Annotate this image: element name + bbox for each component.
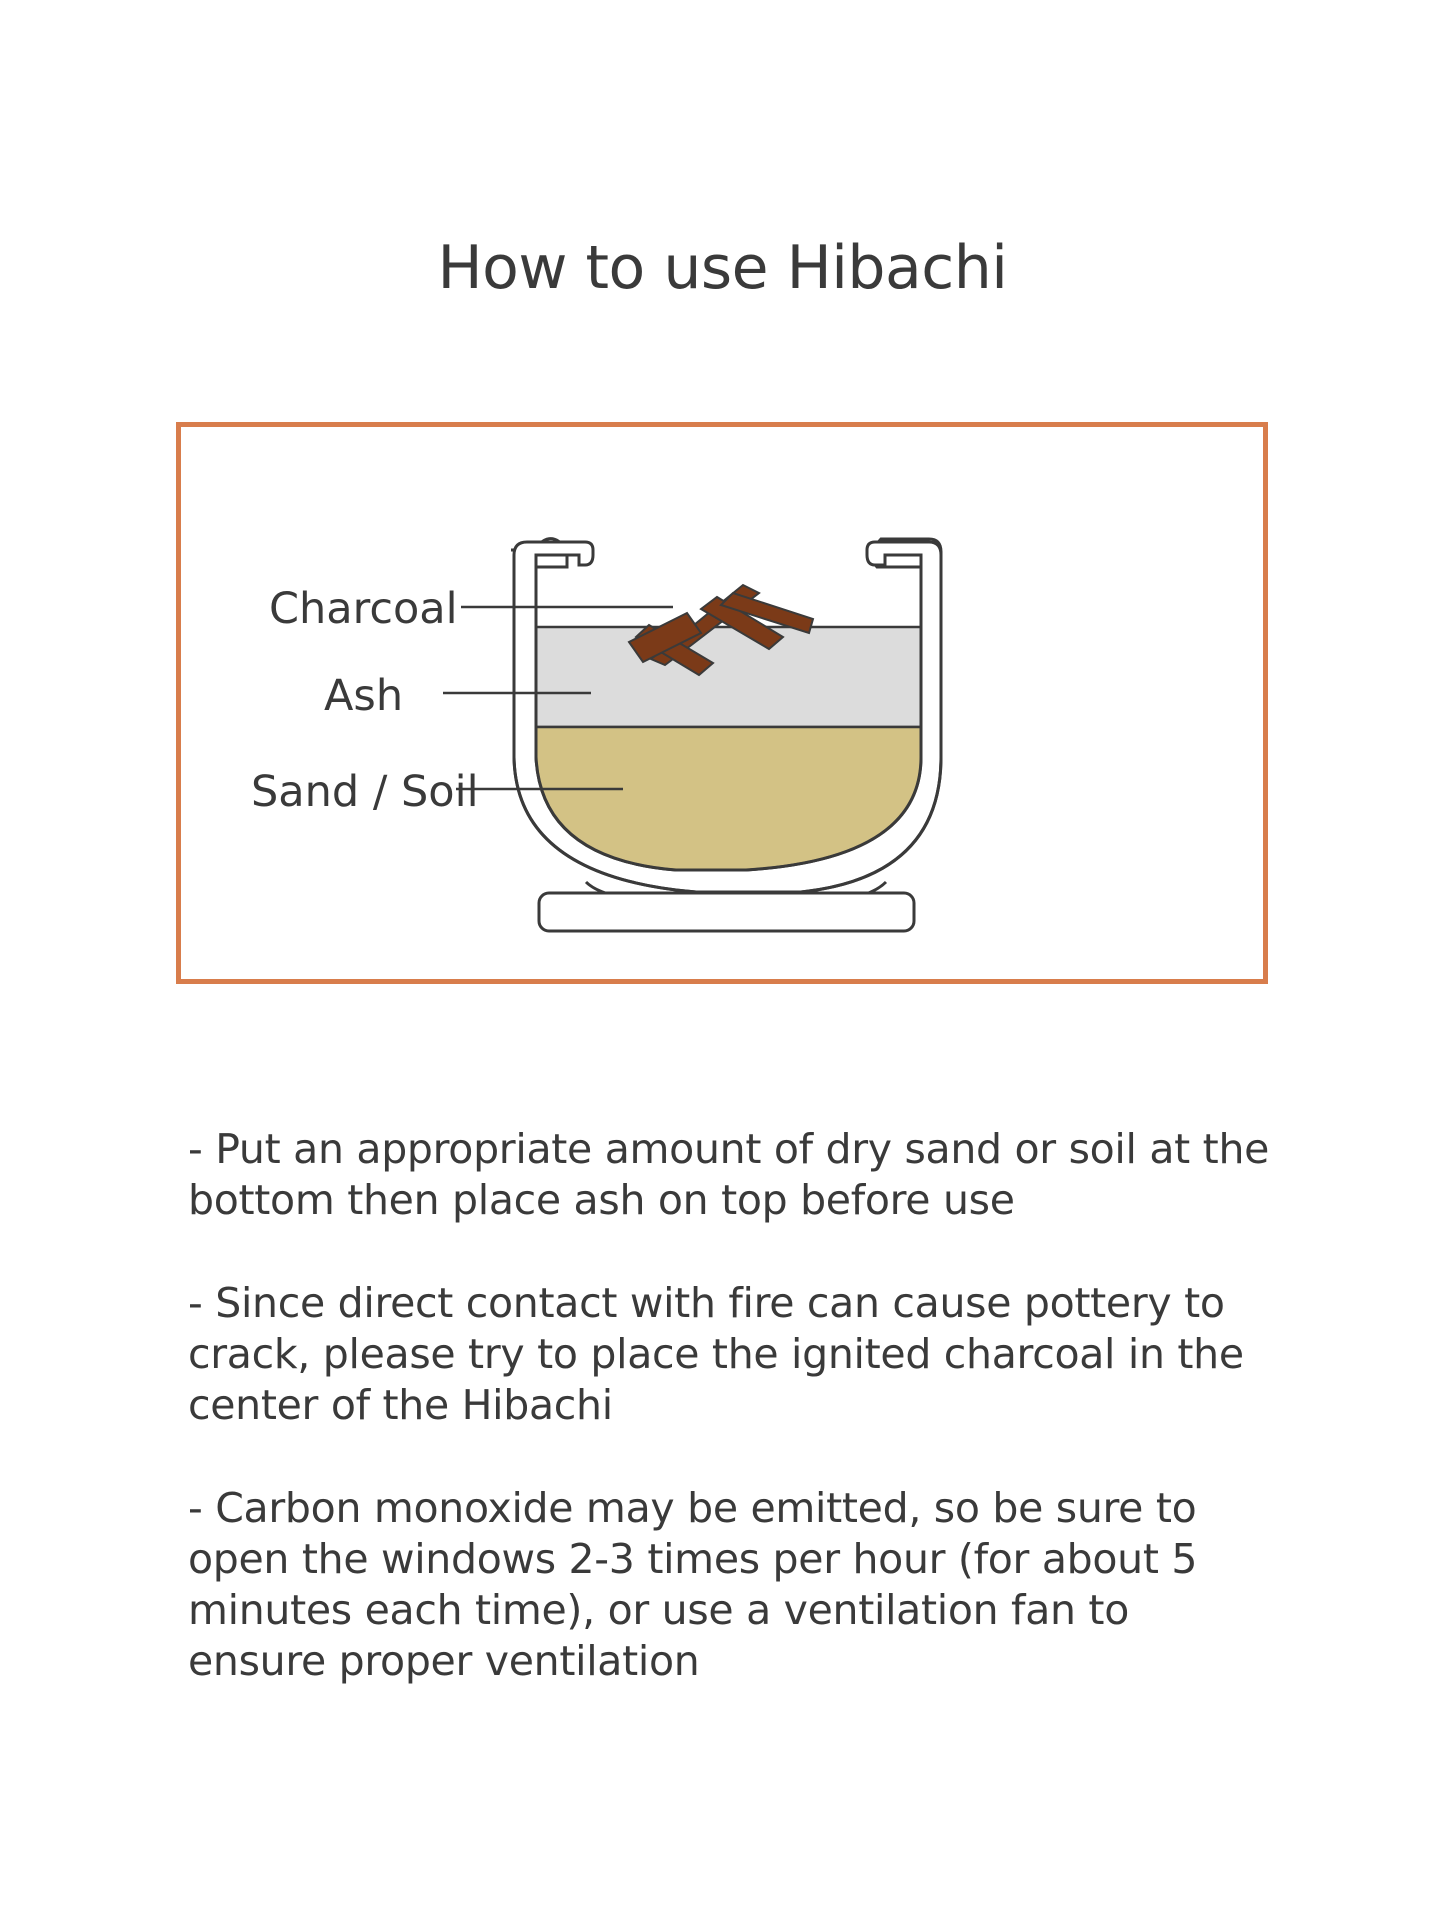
- page-title: How to use Hibachi: [437, 233, 1008, 303]
- instructions-list: [188, 1124, 1278, 1739]
- sand-soil-label: Sand / Soil: [251, 767, 479, 817]
- instruction-charcoal-center: - Since direct contact with fire can cause pottery to crack, please try to place the ignited charcoal in the center of the Hibachi: [188, 1279, 1244, 1429]
- hibachi-diagram: [181, 427, 1263, 979]
- hibachi-diagram-frame: [176, 422, 1268, 984]
- pot-base: [539, 893, 914, 931]
- ash-label: Ash: [324, 671, 404, 721]
- charcoal-label: Charcoal: [269, 584, 458, 634]
- ash-layer: [536, 627, 921, 727]
- instruction-ventilation: - Carbon monoxide may be emitted, so be sure to open the windows 2-3 times per hour (for about 5 minutes each time), or use a ventilation fan to ensure proper ventilation: [188, 1484, 1198, 1685]
- instruction-sand-ash: - Put an appropriate amount of dry sand or soil at the bottom then place ash on top before use: [188, 1125, 1270, 1224]
